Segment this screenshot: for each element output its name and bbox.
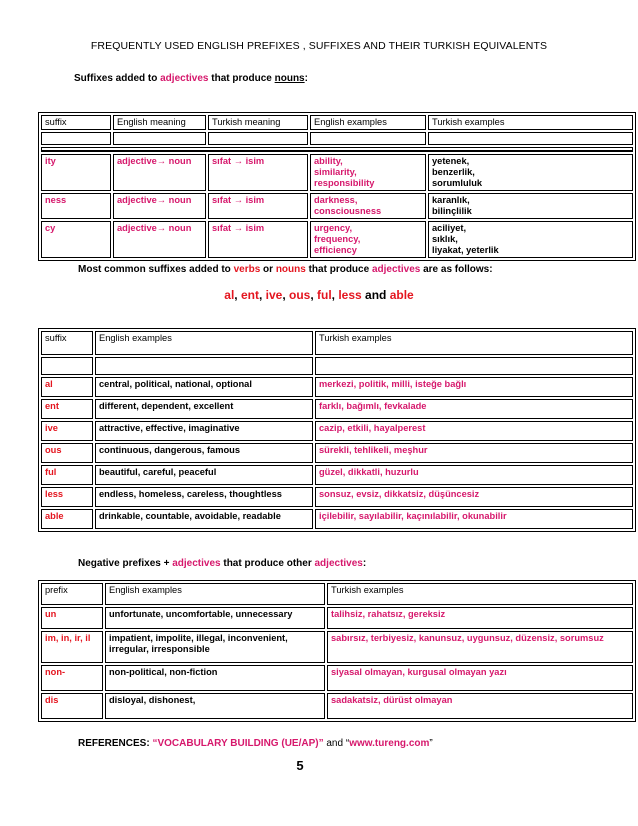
reference-2-link[interactable]: www.tureng.com (349, 738, 430, 749)
table-row (41, 221, 633, 258)
heading-text: : (304, 73, 308, 84)
table-row (41, 193, 633, 219)
references-label: REFERENCES: (78, 738, 150, 749)
table-row: un unfortunate, uncomfortable, unnecessary talihsiz, rahatsız, gereksiz (41, 607, 633, 629)
col-header: suffix (41, 331, 93, 355)
table-row (41, 154, 633, 191)
heading-adjectives: adjectives (371, 264, 421, 275)
en-examples-cell: urgency, frequency, efficiency (310, 221, 426, 258)
tr-examples-cell: aciliyet, sıklık, liyakat, yeterlik (428, 221, 633, 258)
col-header: prefix (41, 583, 103, 605)
heading-nouns: nouns (275, 264, 306, 275)
table-header-row (41, 331, 633, 355)
table-row: non- non-political, non-fiction siyasal olmayan, kurgusal olmayan yazı (41, 665, 633, 691)
col-header: Turkish examples (315, 331, 633, 355)
negative-prefix-table (38, 580, 636, 722)
table-row: ent different, dependent, excellent farklı, bağımlı, fevkalade (41, 399, 633, 419)
col-header: English examples (310, 115, 426, 130)
en-meaning-cell: adjective→ noun (113, 193, 206, 219)
col-header: suffix (41, 115, 111, 130)
heading-nouns: nouns (274, 73, 305, 84)
col-header: Turkish examples (428, 115, 633, 130)
heading-adjectives: adjectives (160, 73, 209, 84)
suffix-list: al, ent, ive, ous, ful, less and able (224, 288, 414, 302)
table-row: ous continuous, dangerous, famous sürekli, tehlikeli, meşhur (41, 443, 633, 463)
table-row: al central, political, national, optional merkezi, politik, milli, isteğe bağlı (41, 377, 633, 397)
heading-adjectives: adjectives (314, 558, 363, 569)
page-number: 5 (296, 758, 304, 773)
heading-adjectives: adjectives (172, 558, 221, 569)
suffix-cell: cy (41, 221, 111, 258)
tr-meaning-cell: sıfat → isim (208, 221, 308, 258)
tr-examples-cell: yetenek, benzerlik, sorumluluk (428, 154, 633, 191)
tr-examples-cell: karanlık, bilinçlilik (428, 193, 633, 219)
table-row: able drinkable, countable, avoidable, readable içilebilir, sayılabilir, kaçınılabilir, okunabilir (41, 509, 633, 529)
table-row: ive attractive, effective, imaginative cazip, etkili, hayalperest (41, 421, 633, 441)
blank-row (41, 357, 633, 375)
col-header: Turkish meaning (208, 115, 308, 130)
table-header-row (41, 583, 633, 605)
table-row: im, in, ir, il impatient, impolite, illegal, inconvenient, irregular, irresponsible sabırsız, terbiyesiz, kanunsuz, uygunsuz, düzensiz, sorumsuz (41, 631, 633, 663)
col-header: Turkish examples (327, 583, 633, 605)
table-header-row (41, 115, 633, 130)
suffix-noun-table (38, 112, 636, 261)
tr-meaning-cell: sıfat → isim (208, 193, 308, 219)
col-header: English examples (105, 583, 325, 605)
en-meaning-cell: adjective→ noun (113, 154, 206, 191)
en-meaning-cell: adjective→ noun (113, 221, 206, 258)
tr-meaning-cell: sıfat → isim (208, 154, 308, 191)
references: REFERENCES: “VOCABULARY BUILDING (UE/AP)” and “www.tureng.com” (78, 738, 433, 749)
en-examples-cell: ability, similarity, responsibility (310, 154, 426, 191)
col-header: English meaning (113, 115, 206, 130)
page-title: FREQUENTLY USED ENGLISH PREFIXES , SUFFIXES AND THEIR TURKISH EQUIVALENTS (90, 40, 548, 52)
table-row: ful beautiful, careful, peaceful güzel, dikkatli, huzurlu (41, 465, 633, 485)
table-row: dis disloyal, dishonest, sadakatsiz, dürüst olmayan (41, 693, 633, 719)
heading-text: Suffixes added to (74, 73, 161, 84)
heading-text: that produce (208, 73, 275, 84)
suffix-cell: ity (41, 154, 111, 191)
blank-row (41, 132, 633, 145)
col-header: English examples (95, 331, 313, 355)
section3-heading: Negative prefixes + adjectives that produce other adjectives: (78, 558, 367, 569)
table-row: less endless, homeless, careless, thoughtless sonsuz, evsiz, dikkatsiz, düşüncesiz (41, 487, 633, 507)
section1-heading (74, 73, 308, 84)
section2-heading: Most common suffixes added to verbs or nouns that produce adjectives are as follows: (78, 264, 493, 275)
reference-1: “VOCABULARY BUILDING (UE/AP)” (152, 738, 324, 749)
en-examples-cell: darkness, consciousness (310, 193, 426, 219)
adjective-suffix-table (38, 328, 636, 532)
separator-row (41, 147, 633, 152)
heading-verbs: verbs (233, 264, 261, 275)
suffix-cell: ness (41, 193, 111, 219)
